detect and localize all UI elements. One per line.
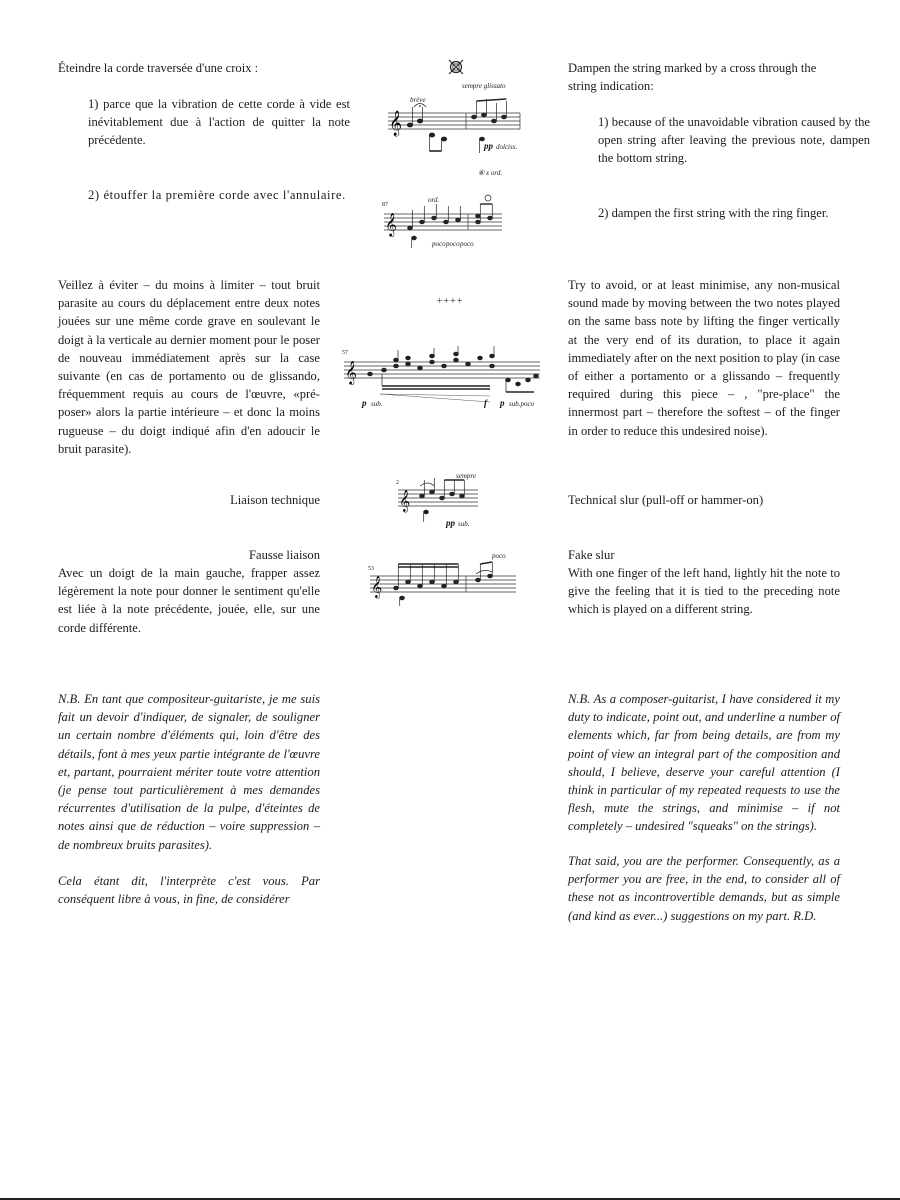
en-dampen-item-1: 1) because of the unavoidable vibration caused by the open string after leaving the previous note, dampen the bottom string. [598, 115, 870, 166]
treble-clef-icon: 𝄞 [385, 212, 397, 236]
fr-fake-slur-text: Avec un doigt de la main gauche, frapper assez légèrement la note pour donner le sentiment qu'elle est liée à la note précédente, jouée, elle, sur une corde différente. [58, 566, 320, 635]
fr-dampen-item-1: 1) parce que la vibration de cette corde à vide est inévitablement due à l'action de quitter la note précédente. [88, 97, 350, 148]
en-technical-slur-title: Technical slur (pull-off or hammer-on) [568, 493, 764, 507]
music-example-noise [340, 340, 550, 418]
slur-arc [476, 570, 492, 574]
treble-clef-icon: 𝄞 [399, 490, 411, 512]
ex4-measure-number: 57 [342, 350, 348, 356]
fr-nb-continuation: Cela étant dit, l'interprète c'est vous. Par conséquent libre à vous, in fine, de considérer [58, 874, 320, 907]
ex4-label-sub-poco: sub.poco [509, 400, 535, 408]
treble-clef-icon: 𝄞 [345, 360, 357, 384]
music-example-dampen-1 [380, 55, 530, 185]
ex2-label-poco-3: poco [460, 240, 474, 248]
ex2-label-ord: ord. [428, 196, 440, 204]
string-circle-icon [485, 195, 491, 201]
treble-clef-icon: 𝄞 [371, 576, 383, 598]
ex1-label-ord: ⑥ x ord. [478, 169, 503, 177]
en-dampen-title: Dampen the string marked by a cross through the string indication: [568, 61, 817, 94]
dampen-cross-icon [449, 60, 463, 74]
ex6-label-poco: poco [492, 552, 506, 560]
fr-dampen-item-2: 2) étouffer la première corde avec l'annulaire. [88, 188, 346, 202]
music-example-fake-slur [366, 548, 526, 608]
fr-noise-paragraph: Veillez à éviter – du moins à limiter – tout bruit parasite au cours du déplacement entre deux notes jouées sur une même corde grave en soulevant le doigt à la verticale au dernier moment pour le poser de nouveau immédiatement après sur la case suivante (en cas de portamento ou de glissando, fréquemment requis au cours de l'œuvre, «pré-poser» alors la partie intérieure – et donc la moins rugueuse – du doigt indiqué afin d'en adoucir le bruit parasite). [58, 278, 320, 456]
ex5-notes [420, 478, 465, 522]
ex2-label-poco-1: poco [432, 240, 446, 248]
ex4-notes [368, 346, 539, 392]
fr-fake-slur-title: Fausse liaison [248, 548, 320, 562]
en-noise-paragraph: Try to avoid, or at least minimise, any non-musical sound made by moving between the two notes played on the same bass note by lifting the finger vertically at the very end of its duration, to place it again immediately after on the next position to play (in case of either a portamento or a glissando – frequently required during this piece – , "pre-place" the innermost part – therefore the softest – of the finger in order to reduce this undesired noise). [568, 278, 840, 438]
ex5-label-sempre: sempre [456, 472, 476, 480]
fr-dampen-title: Éteindre la corde traversée d'une croix : [58, 61, 259, 75]
ex1-label-dolcissimo: dolciss. [496, 143, 518, 151]
fr-technical-slur-title: Liaison technique [230, 493, 320, 507]
noise-symbol: ++++ [436, 296, 463, 307]
ex2-measure-number: 87 [382, 202, 388, 208]
ex1-label-breve: brève [410, 96, 426, 104]
ex4-dynamic-f: f [484, 398, 487, 408]
en-dampen-item-2: 2) dampen the first string with the ring finger. [598, 206, 829, 220]
en-fake-slur-text: With one finger of the left hand, lightly hit the note to give the feeling that it is tied to the preceding note which is played on a different string. [568, 566, 840, 617]
ex5-dynamic-pp: pp [446, 518, 455, 528]
ex6-measure-number: 53 [368, 566, 374, 572]
treble-clef-icon: 𝄞 [389, 111, 403, 136]
ex1-label-glissato: sempre glissato [462, 82, 506, 90]
en-fake-slur-title: Fake slur [568, 548, 615, 562]
music-example-technical-slur [394, 470, 484, 530]
fr-nb-paragraph: N.B. En tant que compositeur-guitariste, je me suis fait un devoir d'indiquer, de signaler, de souligner un certain nombre d'éléments qui, loin d'être des détails, font à mes yeux partie intégrante de l'œuvre et, partant, pourraient mériter toute votre attention (je pense tout particulièrement à mes demandes récurrentes d'utilisation de la pulpe, d'éteintes de notes ainsi que de réduction – voire suppression – de nombreux bruits parasites). [58, 692, 320, 852]
ex1-dynamic-pp: pp [484, 141, 493, 151]
en-nb-continuation: That said, you are the performer. Consequently, as a performer you are free, in the end, to consider all of these not as incontrovertible demands, but as simple (and kind as ever...) suggestions on my part. R.D. [568, 854, 840, 923]
slur-arc [420, 483, 434, 486]
staff [384, 214, 502, 230]
en-nb-paragraph: N.B. As a composer-guitarist, I have considered it my duty to indicate, point out, and underline a number of elements which, far from being details, are from my point of view an integral part of the composition and should, I believe, deserve your careful attention (I think in particular of my repeated requests to use the flesh, mute the strings, and minimise – if not completely – undesired "squeaks" on the strings). [568, 692, 840, 834]
ex5-measure-number: 2 [396, 480, 399, 486]
ex4-dynamic-p2: p [500, 398, 505, 408]
ex4-dynamic-p: p [362, 398, 367, 408]
music-example-dampen-2 [380, 192, 510, 252]
music-example-noise-symbol [436, 293, 476, 307]
ex2-label-poco-2: poco [446, 240, 460, 248]
ex5-label-sub: sub. [458, 520, 470, 528]
ex4-label-sub: sub. [371, 400, 383, 408]
